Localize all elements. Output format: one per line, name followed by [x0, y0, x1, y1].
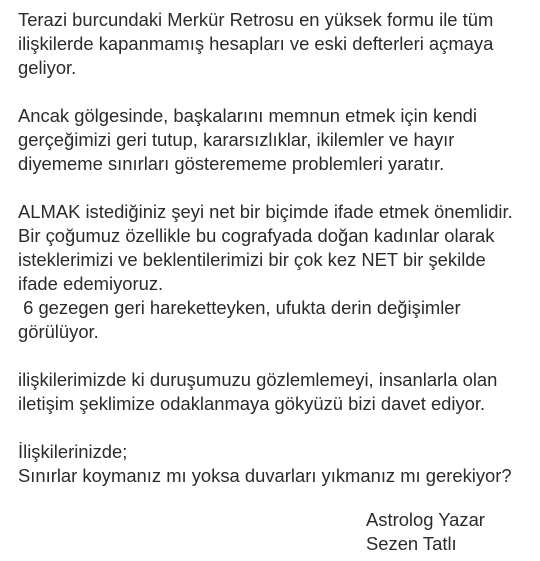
text-line: isteklerimizi ve beklentilerimizi bir çok kez NET bir şekilde — [18, 249, 486, 270]
paragraph-2 — [18, 104, 533, 176]
text-line: Sınırlar koymanız mı yoksa duvarları yıkmanız mı gerekiyor? — [18, 465, 512, 486]
text-line: iletişim şeklimize odaklanmaya gökyüzü bizi davet ediyor. — [18, 393, 486, 414]
text-line: ifade edemiyoruz. — [18, 273, 164, 294]
text-line: ilişkilerde kapanmamış hesapları ve eski defterleri açmaya — [18, 33, 494, 54]
paragraph-1 — [18, 8, 533, 80]
author-name: Sezen Tatlı — [366, 533, 457, 554]
paragraph-4 — [18, 368, 533, 416]
text-line: İlişkilerinizde; — [18, 441, 128, 462]
paragraph-5 — [18, 440, 533, 488]
text-line: Bir çoğumuz özellikle bu cografyada doğan kadınlar olarak — [18, 225, 495, 246]
text-line: görülüyor. — [18, 321, 99, 342]
author-title: Astrolog Yazar — [366, 509, 485, 530]
author-signature — [366, 508, 485, 556]
text-line: Terazi burcundaki Merkür Retrosu en yüksek formu ile tüm — [18, 9, 494, 30]
text-line: Ancak gölgesinde, başkalarını memnun etmek için kendi — [18, 105, 477, 126]
text-line: geliyor. — [18, 57, 77, 78]
text-line: ilişkilerimizde ki duruşumuzu gözlemlemeyi, insanlarla olan — [18, 369, 498, 390]
text-line: ALMAK istediğiniz şeyi net bir biçimde ifade etmek önemlidir. — [18, 201, 513, 222]
text-line: gerçeğimizi geri tutup, kararsızlıklar, ikilemler ve hayır — [18, 129, 455, 150]
document-body — [18, 8, 533, 488]
text-line: 6 gezegen geri hareketteyken, ufukta derin değişimler — [18, 297, 461, 318]
text-line: diyememe sınırları gösterememe problemleri yaratır. — [18, 153, 445, 174]
paragraph-3 — [18, 200, 533, 344]
